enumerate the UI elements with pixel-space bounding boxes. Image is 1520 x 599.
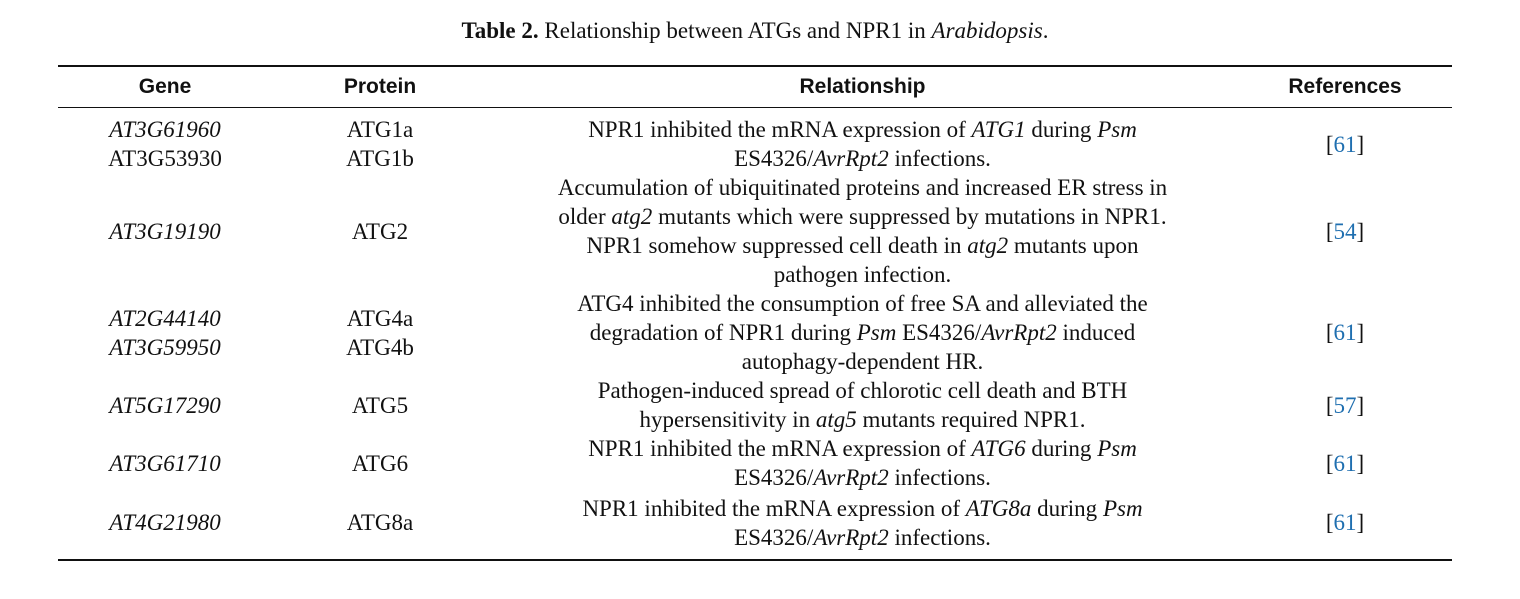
protein-name: ATG2 (351, 218, 409, 244)
ref-bracket-close: ] (1356, 320, 1365, 345)
relationship-line (558, 202, 1166, 231)
relationship-text: NPR1 somehow suppressed cell death in (586, 233, 968, 258)
reference-link[interactable]: 61 (1333, 131, 1357, 157)
protein-cell (290, 434, 470, 492)
header-protein: Protein (343, 75, 417, 98)
reference-citation (1326, 130, 1364, 159)
relationship-line (734, 463, 991, 492)
table-row (0, 173, 1520, 289)
reference-citation (1326, 318, 1364, 347)
table-caption (0, 16, 1510, 46)
protein-name: ATG1a (346, 117, 414, 142)
table-bottom-rule (58, 559, 1452, 561)
caption-text: Relationship between ATGs and NPR1 in (538, 18, 932, 43)
relationship-text: hypersensitivity in (639, 407, 816, 432)
reference-cell (1250, 289, 1440, 376)
relationship-italic: ATG8a (965, 495, 1032, 521)
table-row (0, 376, 1520, 434)
reference-cell (1250, 376, 1440, 434)
gene-cell (60, 289, 270, 376)
protein-name: ATG1b (346, 146, 414, 171)
relationship-line (734, 523, 991, 552)
relationship-italic: atg2 (611, 204, 653, 229)
gene-id: AT3G61960 (109, 117, 221, 142)
header-relationship: Relationship (799, 75, 926, 98)
relationship-text: pathogen infection. (773, 262, 952, 287)
relationship-italic: AvrRpt2 (813, 465, 889, 490)
relationship-italic: atg2 (967, 233, 1009, 258)
relationship-line (588, 434, 1137, 463)
reference-cell (1250, 115, 1440, 173)
header-gene: Gene (138, 75, 192, 98)
gene-id: AT3G61710 (109, 450, 221, 476)
gene-cell (60, 492, 270, 553)
table-row (0, 115, 1520, 173)
relationship-text: Pathogen-induced spread of chlorotic cell death and BTH (597, 378, 1128, 403)
relationship-text: mutants which were suppressed by mutations in NPR1. (652, 204, 1167, 229)
caption-end: . (1042, 18, 1049, 43)
relationship-line (558, 173, 1167, 202)
gene-cell (60, 115, 270, 173)
relationship-text: older (558, 204, 612, 229)
protein-name: ATG6 (351, 450, 409, 476)
relationship-text: during (1031, 495, 1103, 521)
ref-bracket-open: [ (1325, 450, 1334, 476)
reference-link[interactable]: 61 (1333, 510, 1357, 535)
relationship-italic: Psm (1097, 117, 1137, 142)
relationship-italic: Psm (1097, 436, 1137, 461)
relationship-line (598, 376, 1127, 405)
protein-cell (290, 289, 470, 376)
protein-cell (290, 173, 470, 289)
relationship-text: autophagy-dependent HR. (741, 349, 984, 374)
ref-bracket-close: ] (1356, 131, 1365, 157)
table-row (0, 289, 1520, 376)
relationship-text: NPR1 inhibited the mRNA expression of (588, 436, 972, 461)
gene-id: AT2G44140 (109, 305, 221, 331)
reference-citation (1326, 449, 1364, 478)
ref-bracket-open: [ (1325, 131, 1334, 157)
relationship-cell (490, 289, 1235, 376)
gene-cell (60, 376, 270, 434)
relationship-cell (490, 376, 1235, 434)
table-top-rule (58, 65, 1452, 67)
ref-bracket-open: [ (1325, 320, 1334, 345)
relationship-text: ES4326/ (734, 146, 814, 171)
reference-citation (1326, 217, 1364, 246)
relationship-text: infections. (888, 146, 991, 171)
ref-bracket-open: [ (1325, 510, 1334, 535)
relationship-line (590, 318, 1136, 347)
relationship-line (774, 260, 952, 289)
ref-bracket-open: [ (1325, 392, 1334, 418)
reference-link[interactable]: 61 (1333, 450, 1357, 476)
gene-cell (60, 434, 270, 492)
relationship-text: ES4326/ (734, 524, 814, 550)
protein-name: ATG8a (346, 510, 414, 535)
protein-name: ATG4b (346, 334, 414, 360)
relationship-line (587, 231, 1139, 260)
table-header-rule (58, 107, 1452, 108)
reference-cell (1250, 173, 1440, 289)
relationship-italic: ATG1 (971, 117, 1026, 142)
relationship-text: mutants upon (1008, 233, 1139, 258)
caption-organism: Arabidopsis (931, 18, 1043, 43)
relationship-text: ES4326/ (896, 320, 982, 345)
relationship-line (640, 405, 1086, 434)
reference-link[interactable]: 54 (1333, 218, 1357, 244)
gene-id: AT3G59950 (109, 334, 221, 360)
relationship-text: ES4326/ (734, 465, 814, 490)
relationship-text: NPR1 inhibited the mRNA expression of (588, 117, 972, 142)
relationship-italic: AvrRpt2 (813, 524, 889, 550)
relationship-text: ATG4 inhibited the consumption of free SA and alleviated the (577, 291, 1148, 316)
relationship-text: infections. (888, 465, 991, 490)
relationship-text: during (1025, 436, 1098, 461)
relationship-cell (490, 115, 1235, 173)
relationship-italic: AvrRpt2 (813, 146, 889, 171)
gene-id: AT4G21980 (109, 510, 221, 535)
protein-name: ATG4a (346, 305, 414, 331)
protein-cell (290, 492, 470, 553)
reference-citation (1326, 508, 1364, 537)
table-row (0, 434, 1520, 492)
relationship-text: infections. (888, 524, 991, 550)
header-references: References (1288, 75, 1402, 98)
relationship-line (588, 115, 1137, 144)
relationship-line (582, 494, 1142, 523)
gene-cell (60, 173, 270, 289)
relationship-text: induced (1056, 320, 1136, 345)
relationship-text: degradation of NPR1 during (589, 320, 857, 345)
relationship-text: Accumulation of ubiquitinated proteins and increased ER stress in (557, 175, 1168, 200)
ref-bracket-close: ] (1356, 392, 1365, 418)
relationship-text: mutants required NPR1. (856, 407, 1086, 432)
relationship-italic: ATG6 (971, 436, 1026, 461)
relationship-line (742, 347, 983, 376)
protein-cell (290, 115, 470, 173)
relationship-italic: AvrRpt2 (981, 320, 1057, 345)
reference-citation (1326, 391, 1364, 420)
ref-bracket-close: ] (1356, 510, 1365, 535)
caption-label: Table 2. (461, 18, 539, 43)
protein-name: ATG5 (351, 392, 409, 418)
relationship-text: NPR1 inhibited the mRNA expression of (582, 495, 966, 521)
reference-link[interactable]: 61 (1333, 320, 1357, 345)
relationship-text: during (1025, 117, 1098, 142)
table-row (0, 492, 1520, 553)
gene-id: AT3G19190 (109, 218, 221, 244)
reference-cell (1250, 434, 1440, 492)
relationship-italic: atg5 (815, 407, 857, 432)
relationship-cell (490, 492, 1235, 553)
reference-link[interactable]: 57 (1333, 392, 1357, 418)
protein-cell (290, 376, 470, 434)
gene-id: AT5G17290 (109, 392, 221, 418)
ref-bracket-open: [ (1325, 218, 1334, 244)
ref-bracket-close: ] (1356, 450, 1365, 476)
relationship-line (577, 289, 1147, 318)
relationship-italic: Psm (856, 320, 897, 345)
gene-id: AT3G53930 (108, 146, 222, 171)
relationship-cell (490, 173, 1235, 289)
relationship-line (734, 144, 991, 173)
relationship-cell (490, 434, 1235, 492)
relationship-italic: Psm (1102, 495, 1143, 521)
ref-bracket-close: ] (1356, 218, 1365, 244)
reference-cell (1250, 492, 1440, 553)
